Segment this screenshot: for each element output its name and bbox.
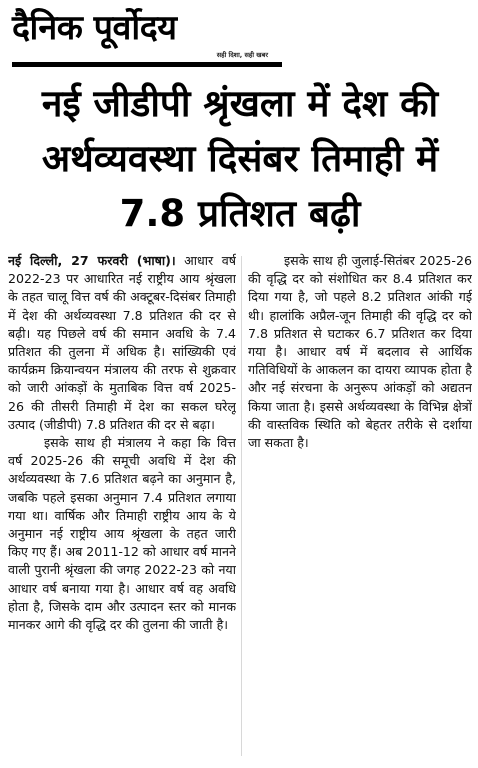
article-column-left	[8, 252, 236, 762]
paragraph-1-text: आधार वर्ष 2022-23 पर आधारित नई राष्ट्रीय आय श्रृंखला के तहत चालू वित्त वर्ष की अक्टूबर-दिसंबर तिमाही में देश की अर्थव्यवस्था 7.8 प्रतिशत की दर से बढ़ी। यह पिछले वर्ष की समान अवधि के 7.4 प्रतिशत की तुलना में अधिक है। सांख्यिकी एवं कार्यक्रम क्रियान्वयन मंत्रालय की तरफ से शुक्रवार को जारी आंकड़ों के मुताबिक वित्त वर्ष 2025-26 की तीसरी तिमाही में देश का सकल घरेलू उत्पाद (जीडीपी) 7.8 प्रतिशत की दर से बढ़ा।	[8, 253, 236, 432]
article-paragraph-2: इसके साथ ही मंत्रालय ने कहा कि वित्त वर्ष 2025-26 की समूची अवधि में देश की अर्थव्यवस्था के 7.6 प्रतिशत बढ़ने का अनुमान है, जबकि पहले इसका अनुमान 7.4 प्रतिशत लगाया गया था। वार्षिक और तिमाही राष्ट्रीय आय के ये अनुमान नई राष्ट्रीय आय श्रृंखला के तहत जारी किए गए हैं। अब 2011-12 को आधार वर्ष मानने वाली पुरानी श्रृंखला की जगह 2022-23 को नया आधार वर्ष बनाया गया है। आधार वर्ष वह अवधि होता है, जिसके दाम और उत्पादन स्तर को मानक मानकर आगे की वृद्धि दर की तुलना की जाती है।	[8, 435, 236, 633]
article-paragraph-3: इसके साथ ही जुलाई-सितंबर 2025-26 की वृद्धि दर को संशोधित कर 8.4 प्रतिशत कर दिया गया है, जो पहले 8.2 प्रतिशत आंकी गई थी। हालांकि अप्रैल-जून तिमाही की वृद्धि दर को 7.8 प्रतिशत से घटाकर 6.7 प्रतिशत कर दिया गया है। आधार वर्ष में बदलाव से आर्थिक गतिविधियों के आकलन का दायरा व्यापक होता है और नई संरचना के अनुरूप आंकड़ों को अद्यतन किया जाता है। इससे अर्थव्यवस्था के विभिन्न क्षेत्रों की वास्तविक स्थिति को बेहतर तरीके से दर्शाया जा सकता है।	[248, 253, 472, 451]
column-divider	[241, 256, 242, 756]
masthead	[12, 4, 282, 70]
masthead-rule	[12, 62, 282, 67]
newspaper-tagline: सही दिशा, सही खबर	[216, 51, 268, 59]
article-paragraph-1	[8, 252, 236, 434]
dateline: नई दिल्ली, 27 फरवरी (भाषा)।	[8, 253, 176, 268]
newspaper-title: दैनिक पूर्वोदय	[12, 8, 177, 48]
article-column-right	[248, 252, 472, 762]
article-headline: नई जीडीपी श्रृंखला में देश की अर्थव्यवस्था दिसंबर तिमाही में 7.8 प्रतिशत बढ़ी	[41, 82, 439, 235]
